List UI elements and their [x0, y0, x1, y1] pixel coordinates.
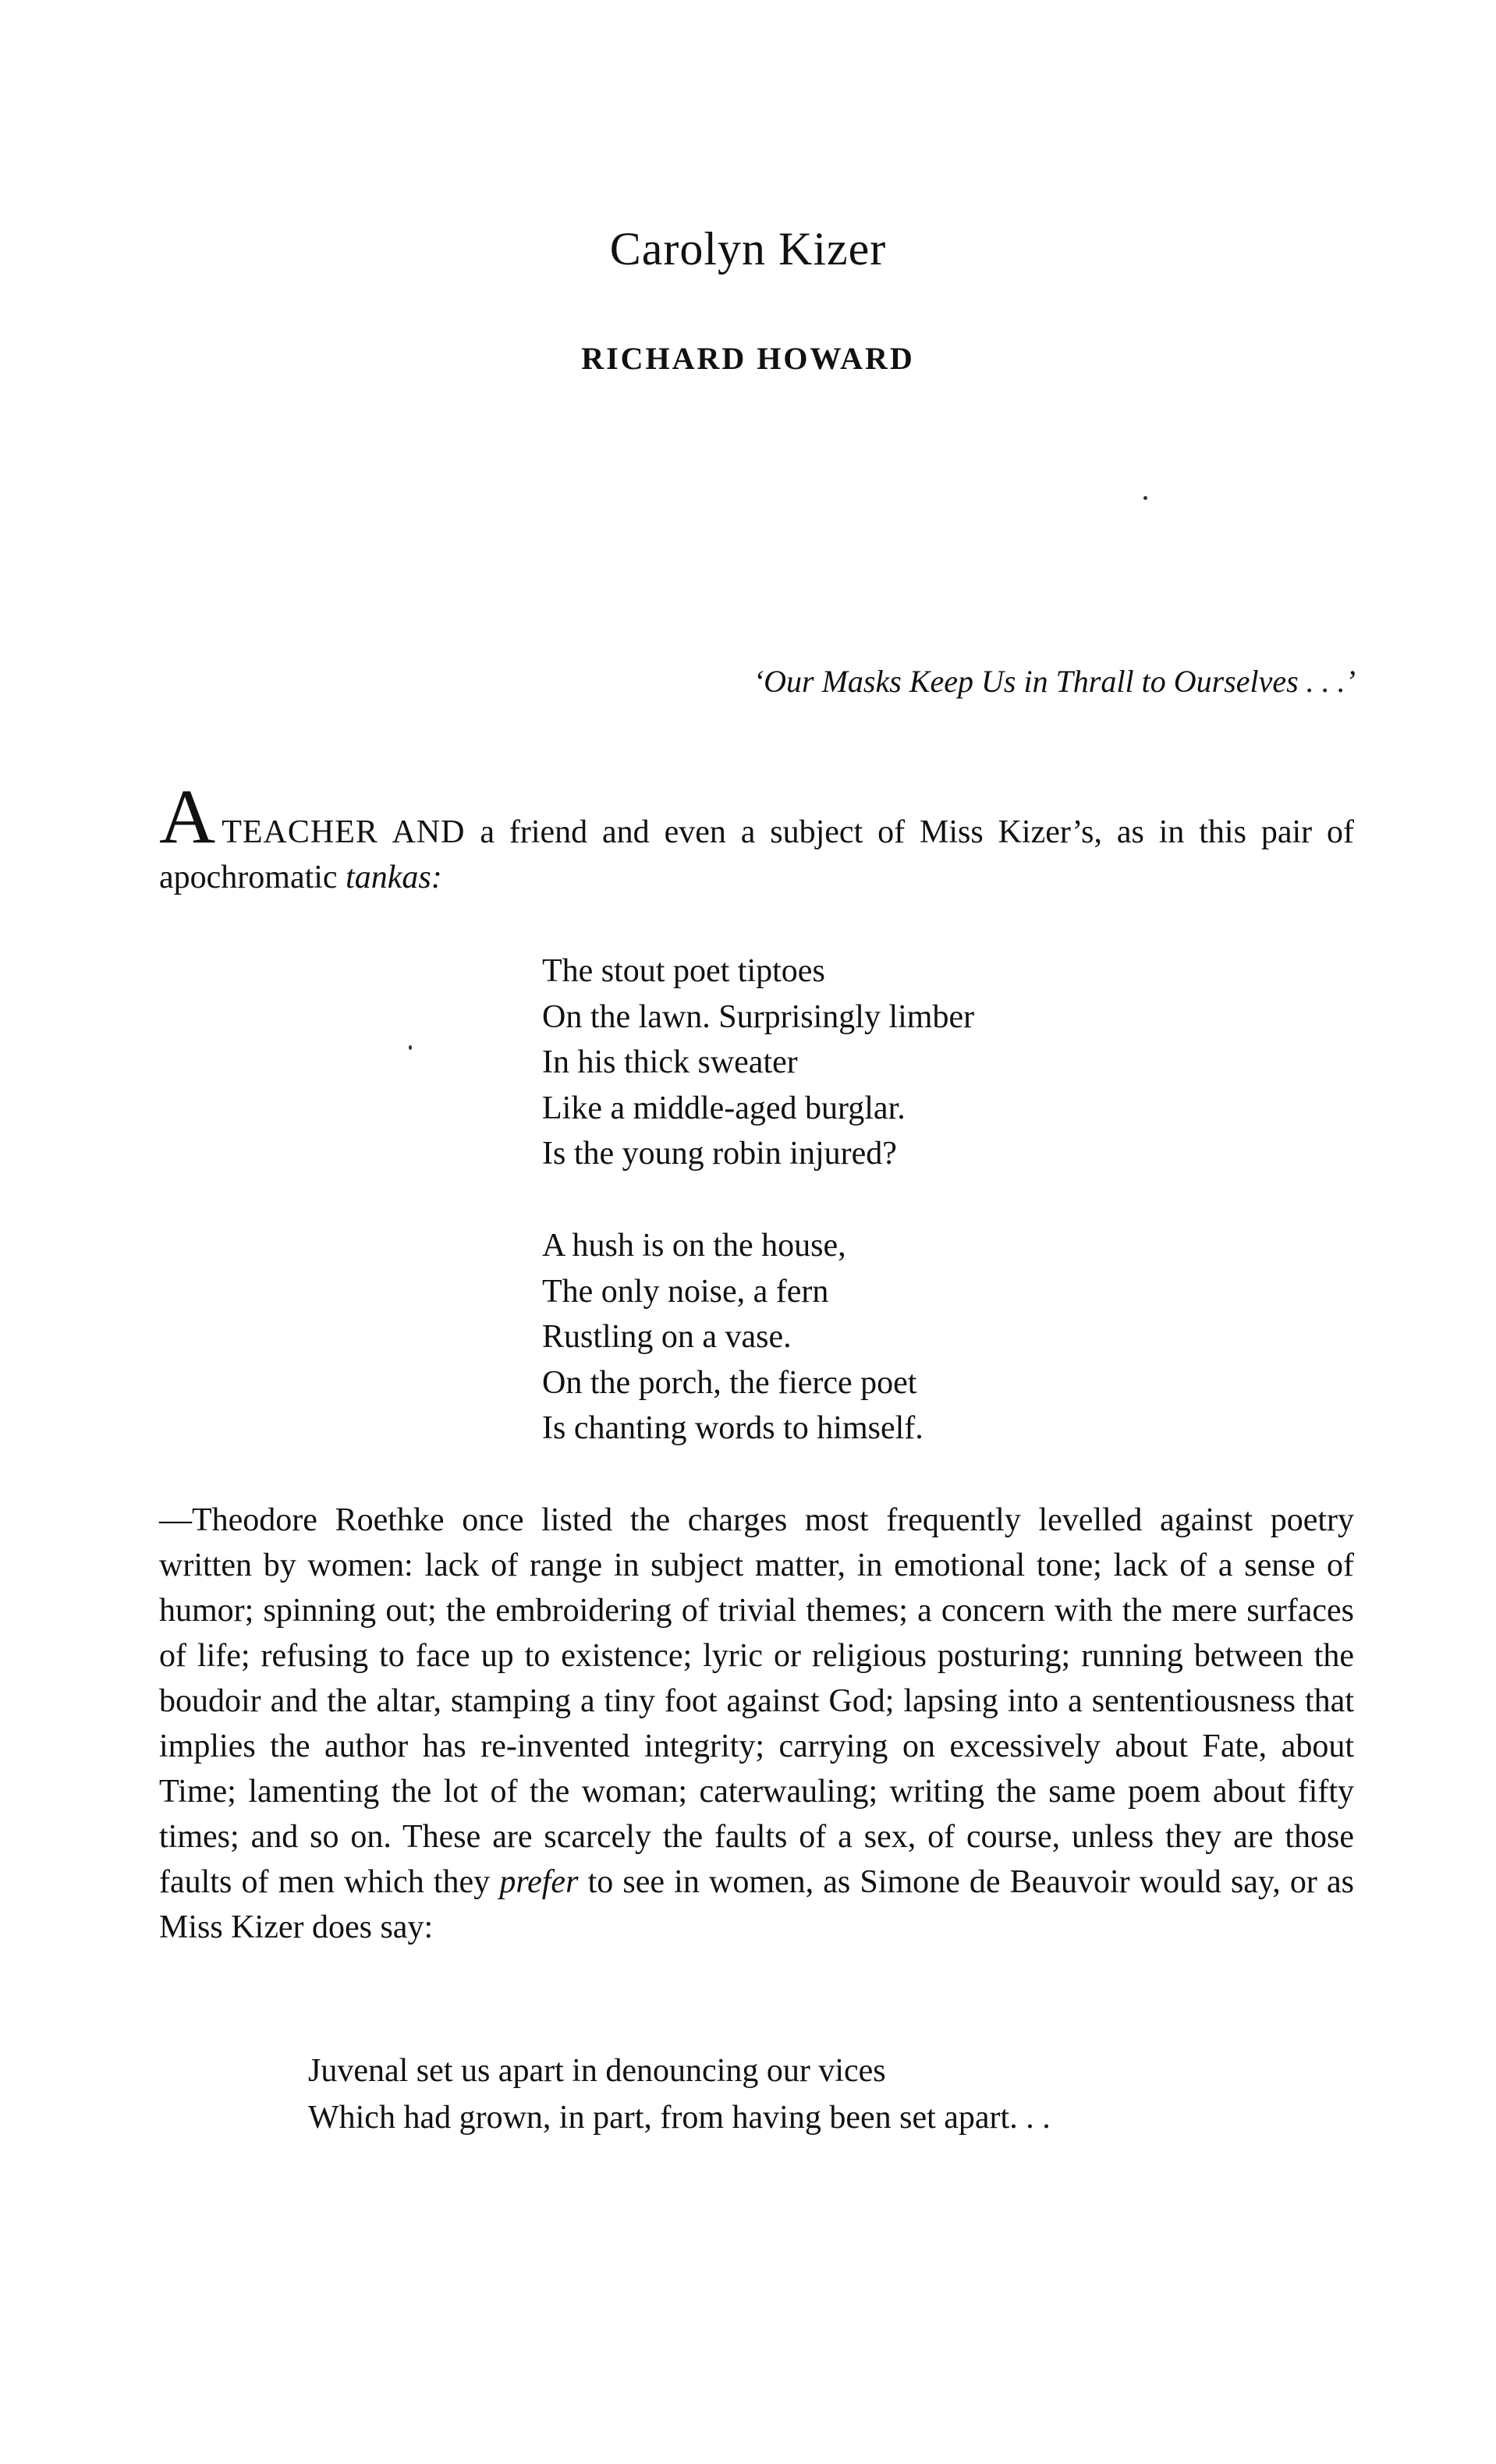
tanka-stanza-2	[542, 1223, 923, 1452]
tanka-line: Like a middle-aged burglar.	[542, 1090, 906, 1126]
main-paragraph-text-end: to see in women, as Simone de Beauvoir would say, or as Miss Kizer does say:	[159, 1864, 1354, 1945]
tanka-line: The stout poet tiptoes	[542, 953, 825, 989]
article-author: RICHARD HOWARD	[581, 341, 915, 376]
epigraph: ‘Our Masks Keep Us in Thrall to Ourselves . . .’	[753, 664, 1356, 699]
tanka-line: Rustling on a vase.	[542, 1319, 792, 1355]
verse-line: Which had grown, in part, from having been set apart. . .	[308, 2100, 1051, 2136]
print-speck	[1143, 496, 1147, 500]
tanka-line: On the lawn. Surprisingly limber	[542, 998, 975, 1035]
tanka-line: Is chanting words to himself.	[542, 1410, 923, 1446]
main-paragraph-text: —Theodore Roethke once listed the charges most frequently levelled against poetry written by women: lack of range in subject matter, in emotional tone; lack of a sense of humor; spinning out; the embroidering of trivial themes; a concern with the mere surfaces of life; refusing to face up to existence; lyric or religious posturing; running between the boudoir and the altar, stamping a tiny foot against God; lapsing into a sententiousness that implies the author has re-invented integrity; carrying on excessively about Fate, about Time; lamenting the lot of the woman; caterwauling; writing the same poem about fifty times; and so on. These are scarcely the faults of a sex, of course, unless they are those faults of men which they	[159, 1502, 1354, 1900]
tanka-line: A hush is on the house,	[542, 1228, 846, 1264]
tanka-line: Is the young robin injured?	[542, 1136, 897, 1172]
verse-quote	[308, 2047, 1051, 2141]
print-speck	[409, 1045, 412, 1050]
tanka-stanza-1	[542, 948, 974, 1177]
opening-text: a friend and even a subject of Miss Kizer’s, as in this pair of apochromatic	[159, 814, 1355, 895]
opening-italic-word: tankas:	[346, 860, 442, 895]
tanka-line: In his thick sweater	[542, 1044, 798, 1080]
opening-small-caps: TEACHER AND	[222, 814, 466, 850]
tanka-line: The only noise, a fern	[542, 1273, 829, 1310]
opening-paragraph	[159, 773, 1355, 900]
main-paragraph-italic: prefer	[499, 1864, 579, 1900]
main-paragraph	[159, 1498, 1354, 1950]
tanka-line: On the porch, the fierce poet	[542, 1364, 917, 1401]
article-title: Carolyn Kizer	[609, 223, 887, 275]
drop-cap: A	[159, 773, 216, 860]
verse-line: Juvenal set us apart in denouncing our vices	[308, 2053, 886, 2089]
